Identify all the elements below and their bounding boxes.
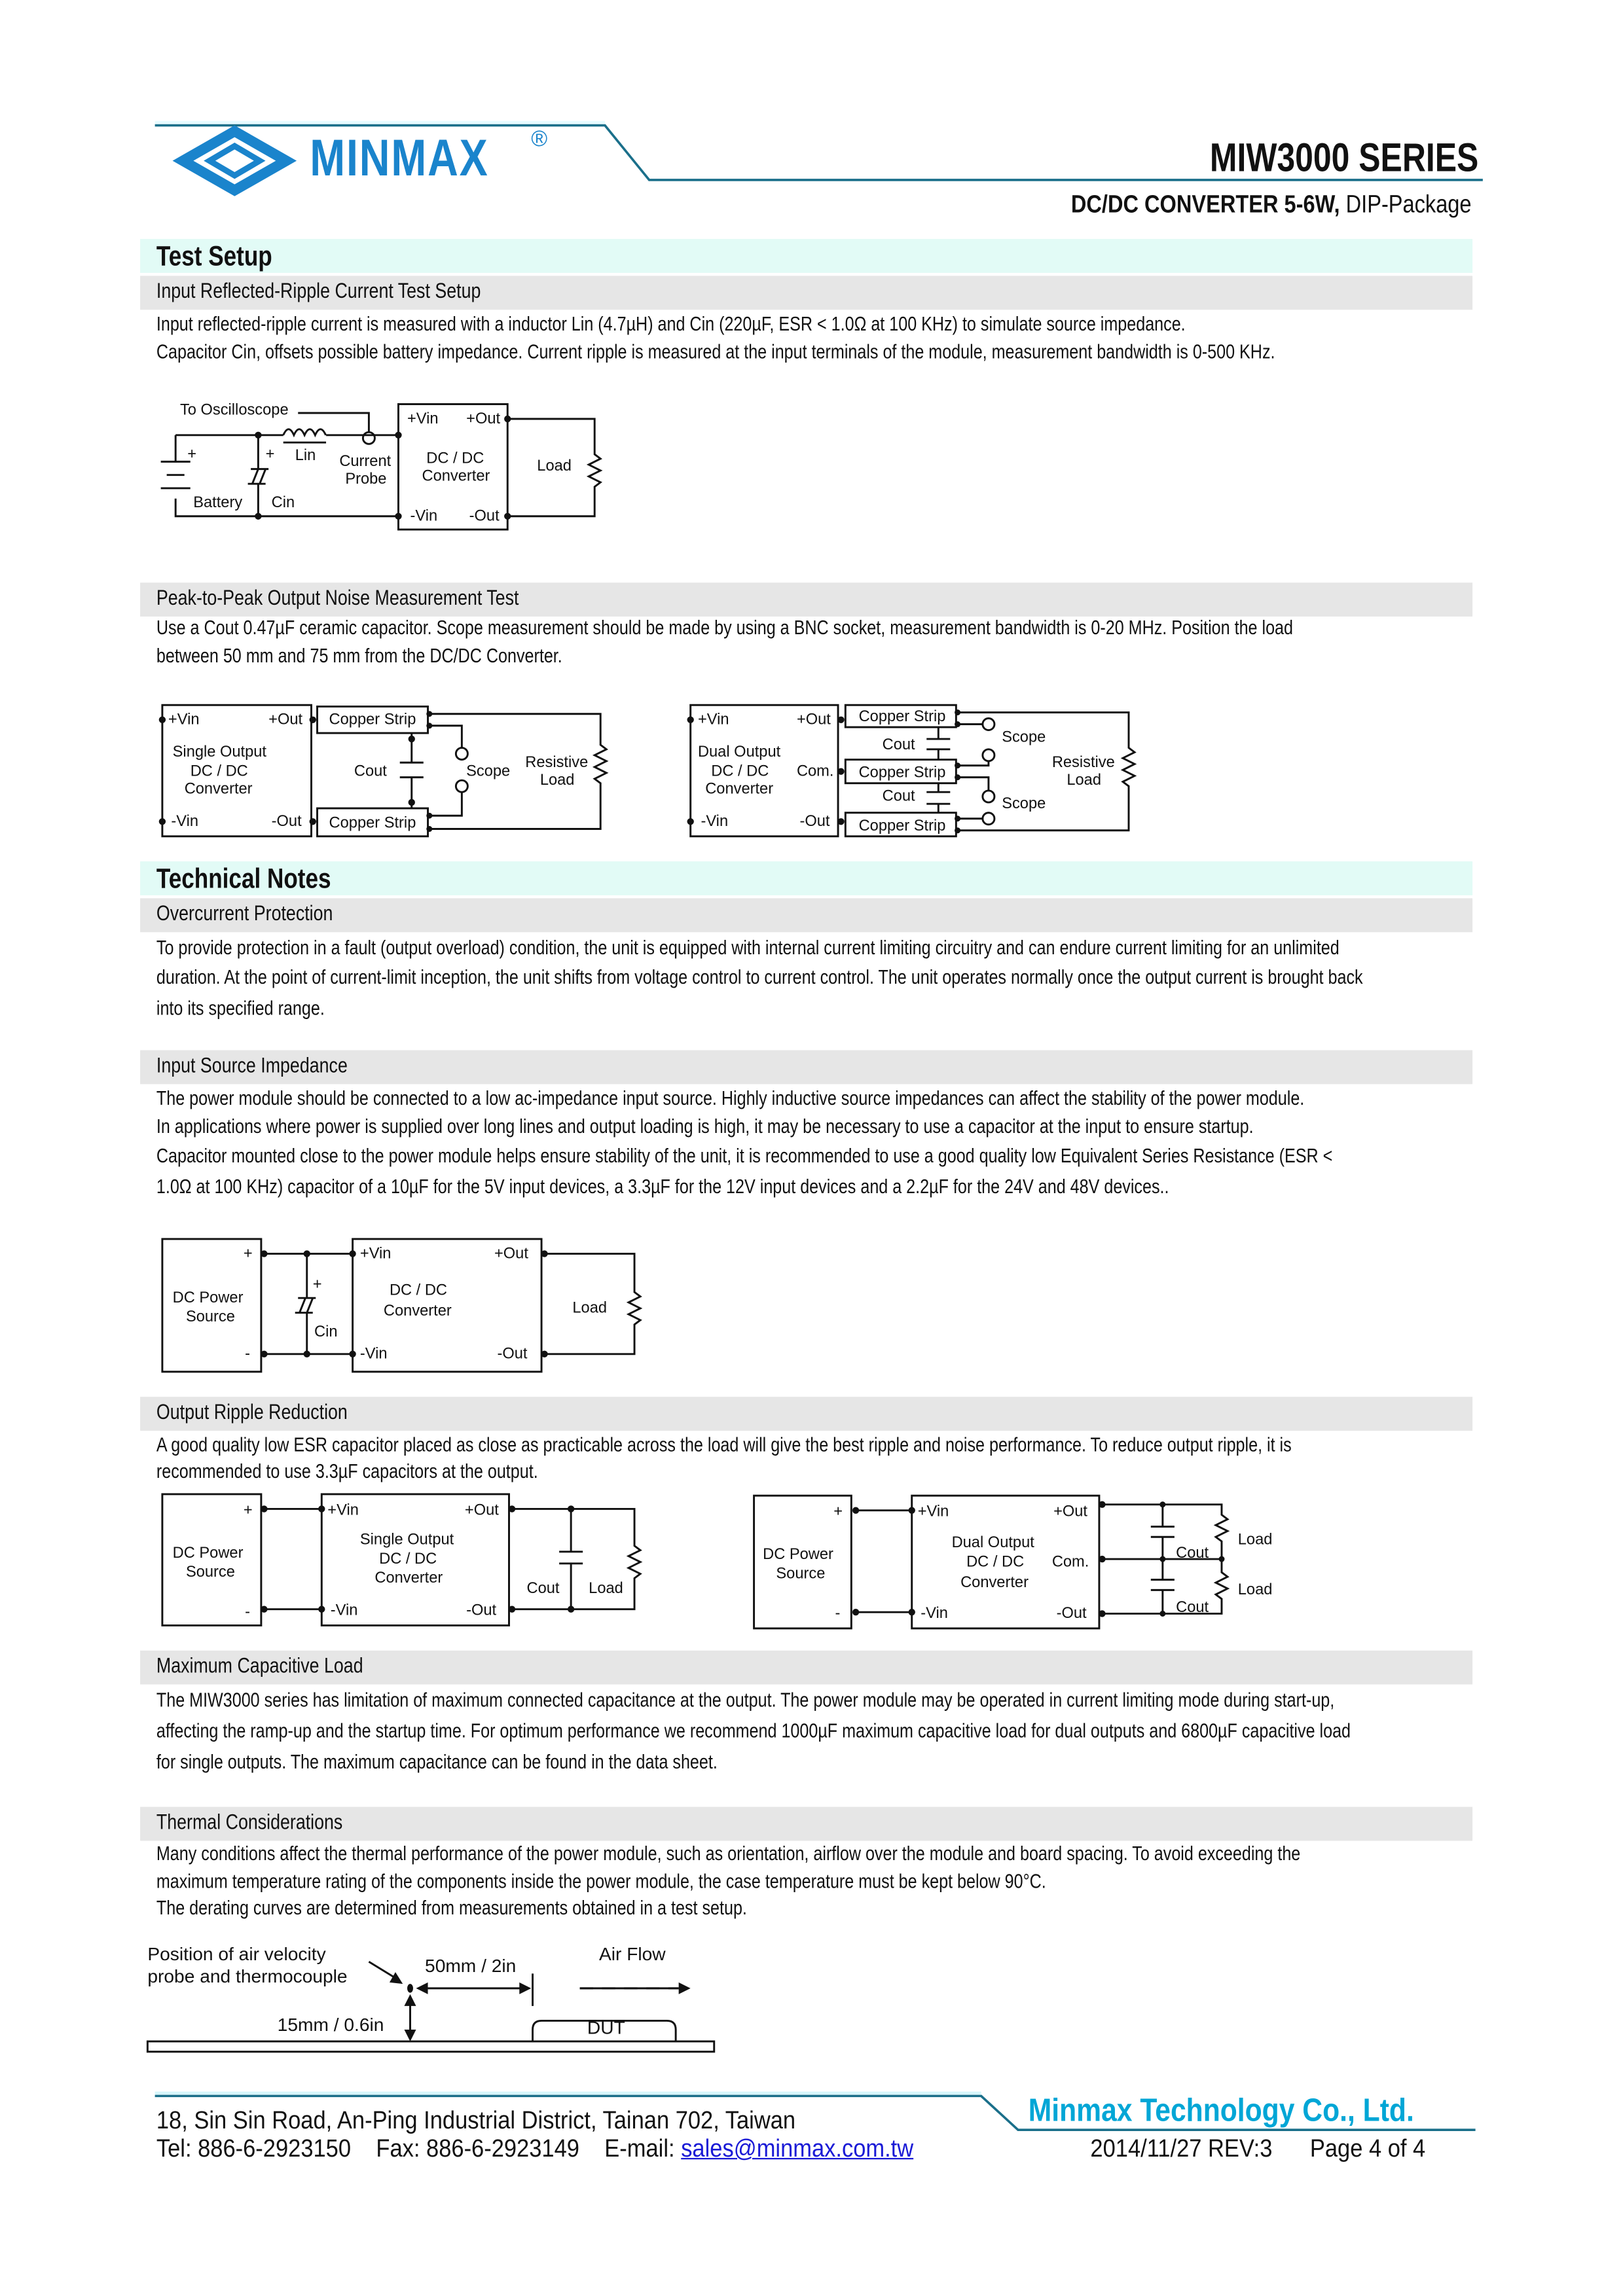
label-probe: Probe (345, 471, 387, 488)
label-plus: + (265, 445, 275, 463)
label-load: Load (572, 1299, 608, 1317)
label-power-source: Source (776, 1565, 826, 1583)
subsection-header (140, 583, 1472, 617)
subsection-header (140, 898, 1472, 932)
company-name: Minmax Technology Co., Ltd. (1028, 2091, 1414, 2128)
section-header-test-setup (140, 239, 1472, 273)
body-text: A good quality low ESR capacitor placed as close as practicable across the load will give the best ripple and noise performance. To reduce output ripple, it is (156, 1433, 1292, 1456)
label-copper-strip: Copper Strip (858, 764, 946, 781)
label-plus: + (833, 1503, 843, 1520)
label-height: 15mm / 0.6in (277, 2015, 384, 2036)
minmax-logo-icon (183, 132, 286, 190)
thermal-test-setup-diagram (140, 1935, 723, 2061)
label-probe-position: Position of air velocity (147, 1944, 326, 1965)
subsection-title: Output Ripple Reduction (156, 1401, 348, 1425)
label-converter: Converter (374, 1570, 443, 1587)
body-text: Capacitor Cin, offsets possible battery impedance. Current ripple is measured at the input terminals of the module, measurement bandwidth is 0-500 KHz. (156, 340, 1275, 363)
label-out-plus: +Out (494, 1245, 528, 1263)
label-power-source: DC Power (763, 1546, 833, 1564)
label-resistive-load: Resistive (1051, 753, 1115, 771)
logo-text: MINMAX (310, 130, 489, 188)
label-copper-strip: Copper Strip (329, 814, 416, 832)
label-converter: Converter (705, 780, 774, 798)
label-vin-plus: +Vin (697, 711, 729, 728)
subsection-title: Thermal Considerations (156, 1811, 343, 1835)
body-text: into its specified range. (156, 997, 325, 1020)
label-scope: Scope (466, 762, 511, 780)
label-power-source: Source (185, 1564, 235, 1581)
label-cout: Cout (882, 787, 915, 805)
label-minus: - (245, 1345, 250, 1363)
label-distance: 50mm / 2in (425, 1956, 517, 1977)
label-minus: - (835, 1605, 841, 1623)
label-out-plus: +Out (268, 711, 303, 728)
label-vin-minus: -Vin (921, 1605, 948, 1623)
subsection-header (140, 1651, 1472, 1685)
label-out-minus: -Out (466, 1602, 497, 1619)
label-plus: + (312, 1276, 322, 1293)
label-load: Load (1237, 1581, 1273, 1599)
label-out-minus: -Out (799, 813, 830, 831)
label-copper-strip: Copper Strip (329, 711, 416, 728)
label-load: Load (537, 457, 572, 475)
body-text: The MIW3000 series has limitation of maximum connected capacitance at the output. The power module may be operated in current limiting mode during start-up, (156, 1689, 1335, 1712)
label-converter: Dual Output (697, 744, 781, 761)
body-text: maximum temperature rating of the components inside the power module, the case temperature must be kept below 90°C. (156, 1870, 1046, 1893)
subtitle-rest: DIP-Package (1339, 190, 1471, 219)
label-air-flow: Air Flow (598, 1944, 666, 1965)
label-converter: Converter (960, 1573, 1029, 1591)
body-text: Input reflected-ripple current is measured with a inductor Lin (4.7µH) and Cin (220µF, ESR < 1.0Ω at 100 KHz) to simulate source impedance. (156, 312, 1186, 335)
ripple-current-test-diagram (147, 391, 619, 538)
label-vin-plus: +Vin (168, 711, 200, 728)
label-out-minus: -Out (469, 507, 500, 525)
revision-info (1090, 2134, 1425, 2164)
body-text: recommended to use 3.3µF capacitors at the output. (156, 1460, 538, 1482)
label-plus: + (243, 1501, 253, 1519)
label-cout: Cout (882, 736, 915, 753)
label-minus: - (245, 1603, 250, 1621)
body-text: The power module should be connected to a low ac-impedance input source. Highly inductive source impedances can affect the stability of the power module. (156, 1086, 1305, 1109)
label-converter: DC / DC (711, 762, 769, 780)
label-out-minus: -Out (1056, 1605, 1087, 1623)
body-text: Capacitor mounted close to the power module helps ensure stability of the unit, it is recommended to use a good quality low Equivalent Series Resistance (ESR < (156, 1144, 1333, 1167)
label-cin: Cin (314, 1323, 338, 1340)
label-battery: Battery (193, 494, 243, 512)
label-out-minus: -Out (271, 813, 302, 831)
body-text: The derating curves are determined from measurements obtained in a test setup. (156, 1897, 747, 1919)
label-converter: Converter (383, 1302, 452, 1320)
noise-test-single-diagram (147, 696, 619, 844)
subsection-title: Peak-to-Peak Output Noise Measurement Test (156, 586, 519, 611)
label-copper-strip: Copper Strip (858, 817, 946, 834)
body-text: for single outputs. The maximum capacitance can be found in the data sheet. (156, 1751, 718, 1773)
label-copper-strip: Copper Strip (858, 708, 946, 726)
subtitle-bold: DC/DC CONVERTER 5-6W, (1070, 190, 1340, 219)
label-converter: DC / DC (379, 1550, 437, 1568)
subsection-header (140, 1050, 1472, 1085)
product-subtitle (1070, 190, 1471, 220)
label-cout: Cout (1176, 1544, 1209, 1562)
label-converter: DC / DC (190, 762, 248, 780)
label-vin-minus: -Vin (410, 507, 438, 525)
label-vin-plus: +Vin (327, 1501, 359, 1519)
label-scope: Scope (1002, 795, 1046, 812)
fax: Fax: 886-6-2923149 (376, 2134, 579, 2162)
label-vin-plus: +Vin (917, 1503, 949, 1520)
output-ripple-dual-diagram (745, 1484, 1291, 1637)
body-text: Use a Cout 0.47µF ceramic capacitor. Scope measurement should be made by using a BNC socket, measurement bandwidth is 0-20 MHz. Position the load (156, 617, 1294, 639)
subsection-title: Input Reflected-Ripple Current Test Setup (156, 280, 481, 304)
label-converter: DC / DC (389, 1282, 448, 1299)
body-text: between 50 mm and 75 mm from the DC/DC Converter. (156, 644, 562, 667)
body-text: affecting the ramp-up and the startup time. For optimum performance we recommend 1000µF maximum capacitive load for dual outputs and 6800µF capacitive load (156, 1719, 1351, 1742)
body-text: In applications where power is supplied over long lines and output loading is high, it may be necessary to use a capacitor at the input to ensure startup. (156, 1115, 1254, 1138)
subsection-title: Maximum Capacitive Load (156, 1655, 363, 1679)
label-converter: Dual Output (951, 1534, 1034, 1552)
label-probe-position: probe and thermocouple (147, 1965, 348, 1986)
label-dut: DUT (587, 2017, 625, 2038)
label-scope: Scope (1002, 728, 1046, 746)
label-lin: Lin (295, 447, 316, 465)
label-converter: Converter (184, 780, 253, 798)
input-impedance-diagram (147, 1227, 656, 1382)
phone: Tel: 886-6-2923150 (156, 2134, 352, 2162)
label-power-source: Source (185, 1308, 235, 1326)
label-plus: + (243, 1245, 253, 1263)
label-load: Load (589, 1579, 623, 1597)
label-out-minus: -Out (497, 1345, 528, 1363)
body-text: To provide protection in a fault (output overload) condition, the unit is equipped with internal current limiting circuitry and can endure current limiting for an unlimited (156, 937, 1340, 959)
contact-line (156, 2134, 913, 2164)
label-cin: Cin (271, 494, 295, 512)
label-converter: Converter (422, 467, 490, 485)
label-out-plus: +Out (466, 410, 501, 427)
label-load: Load (1237, 1531, 1273, 1549)
label-oscilloscope: To Oscilloscope (179, 401, 289, 419)
label-vin-minus: -Vin (171, 813, 199, 831)
company-address: 18, Sin Sin Road, An-Ping Industrial District, Tainan 702, Taiwan (156, 2106, 796, 2134)
subsection-title: Input Source Impedance (156, 1054, 348, 1079)
email-link[interactable]: sales@minmax.com.tw (681, 2134, 914, 2162)
date-revision: 2014/11/27 REV:3 (1090, 2134, 1273, 2162)
label-resistive-load: Resistive (525, 753, 589, 771)
label-vin-minus: -Vin (359, 1345, 388, 1363)
label-resistive-load: Load (539, 771, 575, 789)
page-number: Page 4 of 4 (1309, 2134, 1426, 2162)
section-title: Test Setup (156, 242, 272, 273)
section-title: Technical Notes (156, 864, 331, 895)
label-converter: DC / DC (426, 450, 484, 467)
label-vin-minus: -Vin (701, 813, 729, 831)
label-converter: Single Output (359, 1531, 454, 1549)
section-header-technical-notes (140, 861, 1472, 895)
label-com: Com. (796, 762, 834, 780)
label-cout: Cout (526, 1579, 560, 1597)
label-vin-plus: +Vin (407, 410, 439, 427)
label-converter: Single Output (172, 744, 267, 761)
label-cout: Cout (354, 762, 387, 780)
label-power-source: DC Power (172, 1544, 244, 1562)
label-out-plus: +Out (796, 711, 831, 728)
label-com: Com. (1051, 1553, 1089, 1571)
body-text: duration. At the point of current-limit inception, the unit shifts from voltage control to current control. The unit operates normally once the output current is brought back (156, 966, 1363, 988)
label-current: Current (339, 453, 392, 471)
subsection-header (140, 1807, 1472, 1841)
output-ripple-single-diagram (147, 1484, 656, 1637)
label-power-source: DC Power (172, 1289, 244, 1306)
noise-test-dual-diagram (679, 696, 1151, 844)
label-resistive-load: Load (1067, 771, 1101, 789)
label-out-plus: +Out (1053, 1503, 1088, 1520)
label-cout: Cout (1176, 1599, 1209, 1617)
subsection-title: Overcurrent Protection (156, 903, 333, 927)
series-title: MIW3000 SERIES (1209, 135, 1479, 180)
label-out-plus: +Out (464, 1501, 499, 1519)
label-converter: DC / DC (966, 1553, 1025, 1571)
subsection-header (140, 1397, 1472, 1431)
subsection-header (140, 276, 1472, 310)
label-vin-minus: -Vin (330, 1602, 358, 1619)
body-text: Many conditions affect the thermal performance of the power module, such as orientation, airflow over the module and board spacing. To avoid exceeding the (156, 1842, 1301, 1865)
body-text: 1.0Ω at 100 KHz) capacitor of a 10µF for the 5V input devices, a 3.3µF for the 12V input devices and a 2.2µF for the 24V and 48V devices.. (156, 1175, 1169, 1198)
registered-mark: ® (531, 126, 548, 152)
label-vin-plus: +Vin (359, 1245, 392, 1263)
email-label: E-mail: (604, 2134, 675, 2162)
label-plus: + (187, 445, 197, 463)
